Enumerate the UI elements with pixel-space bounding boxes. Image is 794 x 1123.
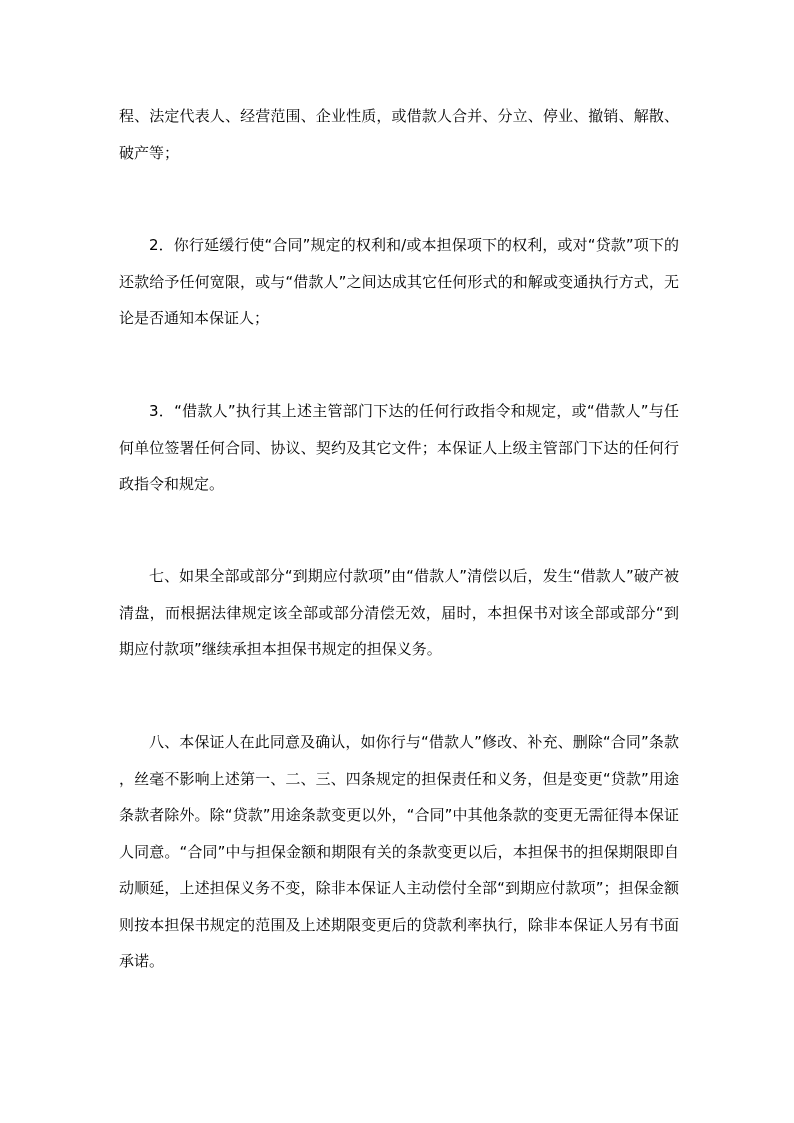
paragraph-article-7: 七、如果全部或部分“到期应付款项”由“借款人”清偿以后，发生“借款人”破产被清盘，而根据法律规定该全部或部分清偿无效，届时，本担保书对该全部或部分“到期应付款项”继续承担本担保书规定的担保义务。 xyxy=(119,567,679,658)
paragraph-clause-3: 3．“借款人”执行其上述主管部门下达的任何行政指令和规定，或“借款人”与任何单位签署任何合同、协议、契约及其它文件；本保证人上级主管部门下达的任何行政指令和规定。 xyxy=(119,402,679,493)
paragraph-article-8: 八、本保证人在此同意及确认，如你行与“借款人”修改、补充、删除“合同”条款，丝毫不影响上述第一、二、三、四条规定的担保责任和义务，但是变更“贷款”用途条款者除外。除“贷款”用途条款变更以外，“合同”中其他条款的变更无需征得本保证人同意。“合同”中与担保金额和期限有关的条款变更以后，本担保书的担保期限即自动顺延，上述担保义务不变，除非本保证人主动偿付全部“到期应付款项”；担保金额则按本担保书规定的范围及上述期限变更后的贷款利率执行，除非本保证人另有书面承诺。 xyxy=(119,733,679,970)
paragraph-continuation: 程、法定代表人、经营范围、企业性质，或借款人合并、分立、停业、撤销、解散、破产等； xyxy=(119,107,679,162)
paragraph-clause-2: 2．你行延缓行使“合同”规定的权利和/或本担保项下的权利，或对“贷款”项下的还款给予任何宽限，或与“借款人”之间达成其它任何形式的和解或变通执行方式，无论是否通知本保证人； xyxy=(119,236,679,327)
